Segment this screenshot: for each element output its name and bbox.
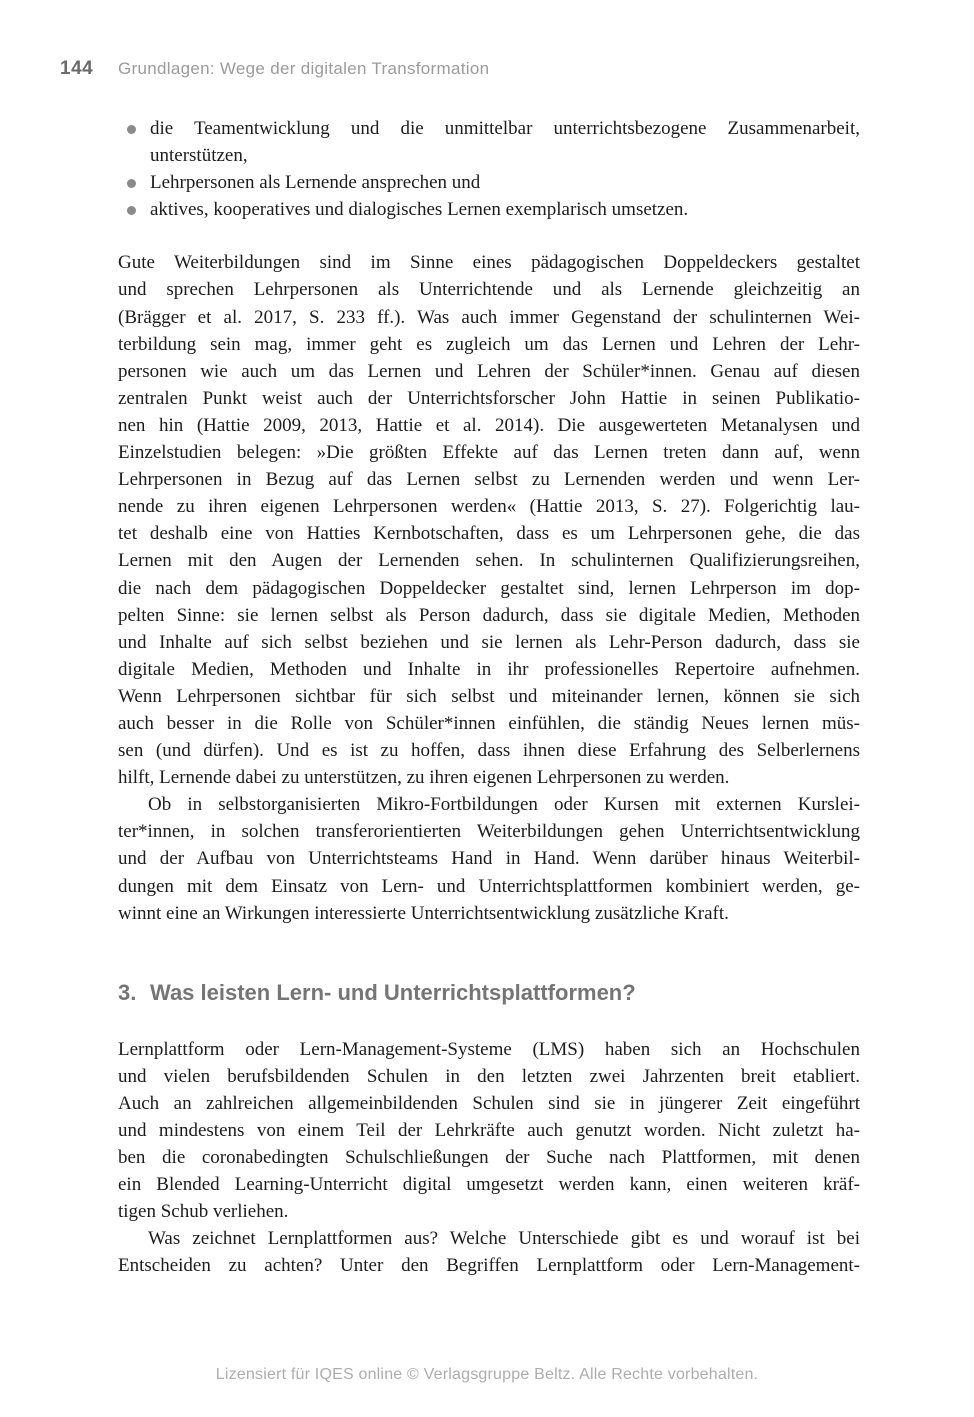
bullet-list [118, 115, 860, 223]
text-line: nen hin (Hattie 2009, 2013, Hattie et al. 2014). Die ausgewerteten Metanalysen und [118, 414, 860, 436]
text-line: sen (und dürfen). Und es ist zu hoffen, dass ihnen diese Erfahrung des Selberlernens [118, 740, 860, 762]
bullet-item [118, 115, 860, 169]
bullet-item [118, 169, 860, 196]
text-line: personen wie auch um das Lernen und Lehren der Schüler*innen. Genau auf diesen [118, 360, 860, 382]
page-number: 144 [60, 58, 94, 79]
text-line: Lernplattform oder Lern-Management-Systeme (LMS) haben sich an Hochschulen [118, 1038, 860, 1060]
text-line: Wenn Lehrpersonen sichtbar für sich selbst und miteinander lernen, können sie sich [118, 685, 860, 707]
paragraph-doppeldecker [118, 249, 860, 791]
text-line: unterstützen, [150, 145, 248, 167]
text-line: tet deshalb eine von Hatties Kernbotschaften, dass es um Lehrpersonen gehe, die das [118, 523, 860, 545]
page-header [60, 58, 974, 82]
text-line: ter*innen, in solchen transferorientierten Weiterbildungen gehen Unterrichtsentwicklung [118, 821, 860, 843]
text-line: ein Blended Learning-Unterricht digital umgesetzt werden kann, einen weiteren kräf- [118, 1174, 860, 1196]
paragraph-was-zeichnet [118, 1225, 860, 1279]
paragraph-lernplattformen [118, 1036, 860, 1226]
text-line: Lehrpersonen in Bezug auf das Lernen selbst zu Lernenden werden und wenn Ler- [118, 469, 860, 491]
section-heading-title: Was leisten Lern- und Unterrichtsplattformen? [150, 979, 636, 1005]
text-line: zentralen Punkt weist auch der Unterrichtsforscher John Hattie in seinen Publikatio- [118, 387, 860, 409]
text-line: die Teamentwicklung und die unmittelbar unterrichtsbezogene Zusammenarbeit, [150, 118, 860, 139]
section-heading [118, 978, 974, 1008]
paragraph-mikro-fortbildungen [118, 791, 860, 926]
text-line: winnt eine an Wirkungen interessierte Unterrichtsentwicklung zusätzliche Kraft. [118, 902, 729, 924]
text-line: nende zu ihren eigenen Lehrpersonen werden« (Hattie 2013, S. 27). Folgerichtig lau- [118, 496, 860, 518]
text-line: terbildung sein mag, immer geht es zugleich um das Lernen und Lehren der Lehr- [118, 333, 860, 355]
bullet-item [118, 196, 860, 223]
text-line: Was zeichnet Lernplattformen aus? Welche Unterschiede gibt es und worauf ist bei [148, 1228, 860, 1250]
text-line: auch besser in die Rolle von Schüler*innen einfühlen, die ständig Neues lernen müs- [118, 712, 860, 734]
bullet-icon [127, 206, 136, 215]
text-line: Ob in selbstorganisierten Mikro-Fortbildungen oder Kursen mit externen Kurslei- [148, 794, 860, 816]
bullet-item-text [150, 196, 860, 223]
text-line: und vielen berufsbildenden Schulen in den letzten zwei Jahrzenten breit etabliert. [118, 1065, 860, 1087]
text-line: Lehrpersonen als Lernende ansprechen und [150, 172, 481, 194]
bullet-icon [127, 179, 136, 188]
bullet-icon [127, 125, 136, 134]
text-line: und sprechen Lehrpersonen als Unterrichtende und als Lernende gleichzeitig an [118, 279, 860, 301]
text-line: und der Aufbau von Unterrichtsteams Hand in Hand. Wenn darüber hinaus Weiterbil- [118, 848, 860, 870]
text-line: digitale Medien, Methoden und Inhalte in ihr professionelles Repertoire aufnehmen. [118, 658, 860, 680]
text-line: Einzelstudien belegen: »Die größten Effekte auf das Lernen treten dann auf, wenn [118, 442, 860, 464]
text-line: Entscheiden zu achten? Unter den Begriffen Lernplattform oder Lern-Management- [118, 1255, 860, 1277]
text-line: die nach dem pädagogischen Doppeldecker gestaltet sind, lernen Lehrperson im dop- [118, 577, 860, 599]
bullet-item-text [150, 169, 860, 196]
text-line: Lernen mit den Augen der Lernenden sehen. In schulinternen Qualifizierungsreihen, [118, 550, 860, 572]
text-line: Auch an zahlreichen allgemeinbildenden Schulen sind sie in jüngerer Zeit eingeführt [118, 1092, 860, 1114]
text-line: und mindestens von einem Teil der Lehrkräfte auch genutzt worden. Nicht zuletzt ha- [118, 1120, 860, 1141]
text-line: dungen mit dem Einsatz von Lern- und Unterrichtsplattformen kombiniert werden, ge- [118, 875, 860, 897]
bullet-item-text [150, 115, 860, 169]
section-heading-number: 3. [118, 979, 137, 1005]
text-line: aktives, kooperatives und dialogisches Lernen exemplarisch umsetzen. [150, 199, 689, 221]
text-line: ben die coronabedingten Schulschließungen der Suche nach Plattformen, mit denen [118, 1147, 860, 1169]
text-line: (Brägger et al. 2017, S. 233 ff.). Was auch immer Gegenstand der schulinternen Wei- [118, 306, 860, 328]
text-line: Gute Weiterbildungen sind im Sinne eines pädagogischen Doppeldeckers gestaltet [118, 252, 860, 274]
text-line: und Inhalte auf sich selbst beziehen und sie lernen als Lehr-Person dadurch, dass sie [118, 631, 860, 653]
running-header-title: Grundlagen: Wege der digitalen Transformation [118, 59, 490, 78]
text-line: tigen Schub verliehen. [118, 1201, 289, 1223]
text-line: hilft, Lernende dabei zu unterstützen, zu ihren eigenen Lehrpersonen zu werden. [118, 767, 730, 789]
text-line: pelten Sinne: sie lernen selbst als Person dadurch, dass sie digitale Medien, Methoden [118, 604, 860, 626]
license-footer: Lizensiert für IQES online © Verlagsgruppe Beltz. Alle Rechte vorbehalten. [215, 1366, 759, 1383]
